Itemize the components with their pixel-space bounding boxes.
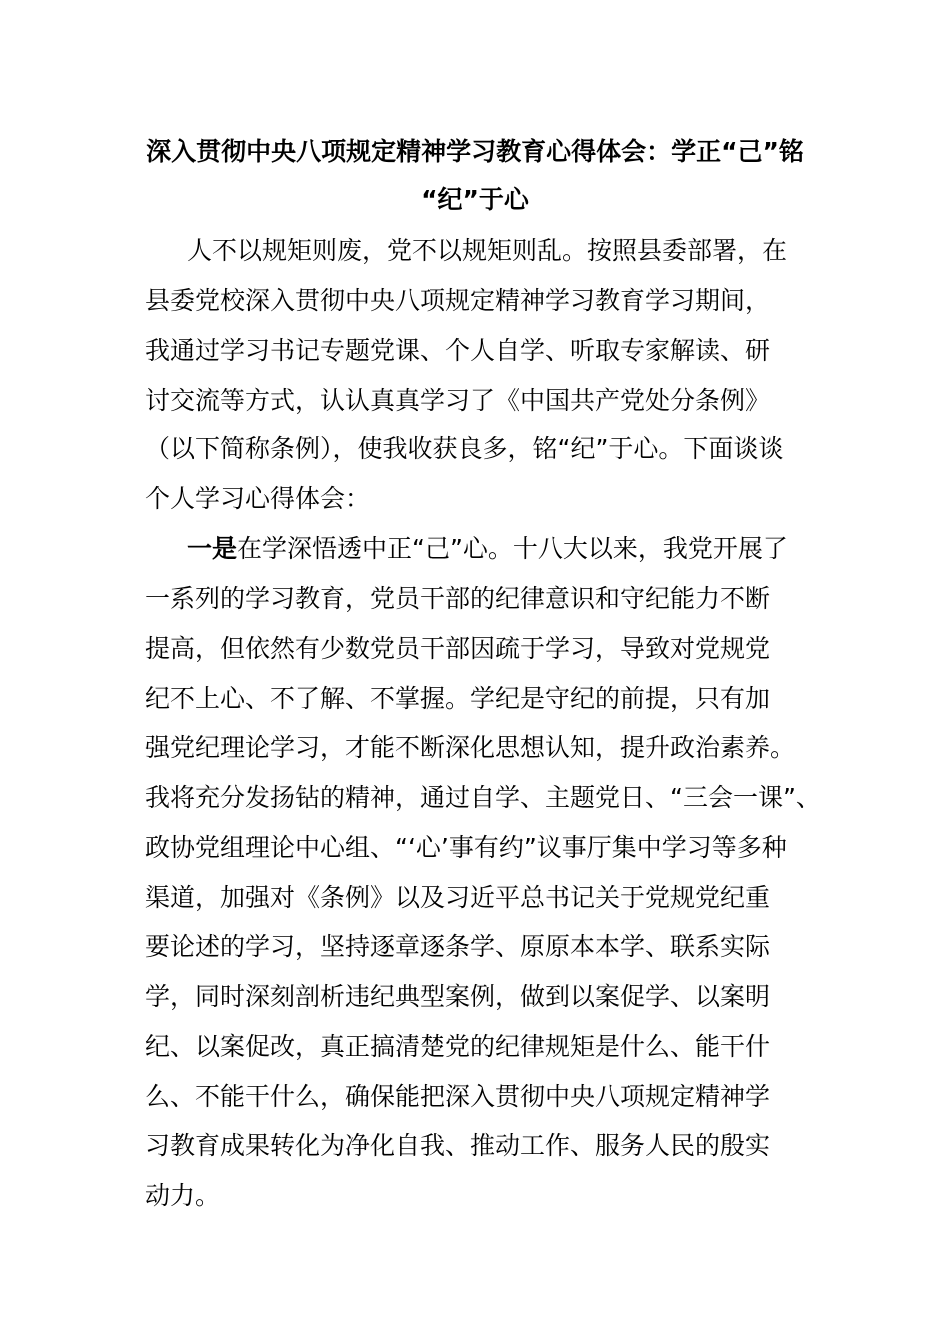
paragraph-2-line-1 [187, 534, 788, 564]
paragraph-2-line-7: 政协党组理论中心组、“‘心’事有约”议事厅集中学习等多种 [145, 833, 787, 862]
paragraph-2-line-5: 强党纪理论学习，才能不断深化思想认知，提升政治素养。 [145, 733, 796, 762]
paragraph-2-line-8: 渠道，加强对《条例》以及习近平总书记关于党规党纪重 [145, 883, 771, 912]
paragraph-1-line-5: （以下简称条例），使我收获良多，铭“纪”于心。下面谈谈 [145, 434, 784, 463]
paragraph-2-line-12: 么、不能干什么，确保能把深入贯彻中央八项规定精神学 [145, 1082, 771, 1111]
paragraph-2-lead: 一是 [187, 534, 238, 563]
paragraph-1-line-4: 讨交流等方式，认认真真学习了《中国共产党处分条例》 [145, 386, 771, 415]
paragraph-1-line-6: 个人学习心得体会： [145, 484, 371, 513]
paragraph-2-line-4: 纪不上心、不了解、不掌握。学纪是守纪的前提，只有加 [145, 684, 771, 713]
paragraph-1-line-3: 我通过学习书记专题党课、个人自学、听取专家解读、研 [145, 336, 771, 365]
document-title-line-2: “纪”于心 [421, 185, 529, 214]
paragraph-1-line-2: 县委党校深入贯彻中央八项规定精神学习教育学习期间， [145, 286, 771, 315]
paragraph-2-line-13: 习教育成果转化为净化自我、推动工作、服务人民的殷实 [145, 1131, 771, 1160]
paragraph-2-line-2: 一系列的学习教育，党员干部的纪律意识和守纪能力不断 [145, 584, 771, 613]
paragraph-2-line-14: 动力。 [145, 1181, 221, 1210]
paragraph-2-line-11: 纪、以案促改，真正搞清楚党的纪律规矩是什么、能干什 [145, 1032, 771, 1061]
paragraph-2-line-1-text: 在学深悟透中正“己”心。十八大以来，我党开展了 [237, 534, 788, 563]
paragraph-2-line-3: 提高，但依然有少数党员干部因疏于学习，导致对党规党 [145, 634, 771, 663]
paragraph-2-line-9: 要论述的学习，坚持逐章逐条学、原原本本学、联系实际 [145, 932, 771, 961]
paragraph-1-line-1: 人不以规矩则废，党不以规矩则乱。按照县委部署，在 [187, 236, 788, 265]
document-title-line-1: 深入贯彻中央八项规定精神学习教育心得体会：学正“己”铭 [146, 137, 804, 166]
paragraph-2-line-10: 学，同时深刻剖析违纪典型案例，做到以案促学、以案明 [145, 982, 771, 1011]
paragraph-2-line-6: 我将充分发扬钻的精神，通过自学、主题党日、“三会一课”、 [145, 783, 821, 812]
